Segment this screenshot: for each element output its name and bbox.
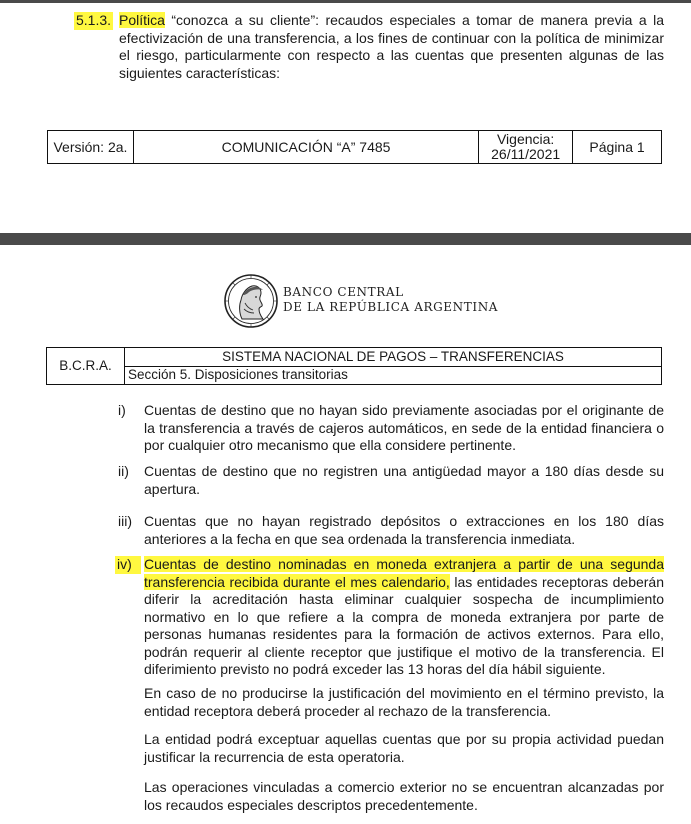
list-marker: ii) — [118, 463, 129, 479]
footer-communication: COMUNICACIÓN “A” 7485 — [133, 131, 478, 164]
header-org: B.C.R.A. — [47, 348, 125, 385]
header-section: Sección 5. Disposiciones transitorias — [125, 366, 662, 385]
bank-name-line2: DE LA REPÚBLICA ARGENTINA — [283, 300, 499, 314]
page-top-edge — [0, 0, 691, 3]
bcra-logo-icon — [223, 273, 279, 329]
footer-vigencia — [479, 131, 573, 164]
item-text: las entidades receptoras deberán diferir la acreditación hasta eliminar cualquier sospecha de incumplimiento normativo en lo que refiere a la compra de moneda extranjera por parte de personas humanas residentes para la formación de activos externos. Para ello, podrán requerir al cliente receptor que justifique el motivo de la transferencia. El diferimiento previsto no podrá exceder las 13 horas del día hábil siguiente. — [144, 573, 664, 677]
footer-page: Página 1 — [573, 131, 662, 164]
list-item-ii — [118, 463, 664, 498]
list-marker: i) — [118, 402, 126, 418]
paragraph: Las operaciones vinculadas a comercio exterior no se encuentran alcanzadas por los recaudos especiales descriptos precedentemente. — [144, 779, 664, 813]
list-marker: iv) — [115, 556, 141, 574]
highlighted-text: Cuentas de destino nominadas en moneda extranjera a partir de una segunda transferencia recibida durante el mes calendario, — [144, 556, 664, 590]
section-5-1-3 — [76, 12, 664, 82]
bank-name-line1: BANCO CENTRAL — [283, 285, 404, 299]
list-item-text: Cuentas de destino que no registren una antigüedad mayor a 180 días desde su apertura. — [144, 463, 664, 497]
vigencia-label: Vigencia: — [496, 131, 555, 147]
list-item-text: Cuentas que no hayan registrado depósitos o extracciones en los 180 días anteriores a la fecha en que sea ordenada la transferencia inmediata. — [144, 513, 664, 547]
page-footer-table — [47, 130, 662, 164]
list-item-iv — [118, 556, 664, 679]
list-item-text — [118, 556, 664, 679]
list-item-i — [118, 402, 664, 455]
footer-version: Versión: 2a. — [48, 131, 134, 164]
paragraph: La entidad podrá exceptuar aquellas cuentas que por su propia actividad puedan justificar la recurrencia de esta operatoria. — [144, 731, 664, 765]
highlighted-lead: Política — [119, 12, 165, 28]
list-item-iii — [118, 513, 664, 548]
list-marker: iii) — [118, 513, 132, 529]
page-separator — [0, 233, 691, 245]
section-body — [76, 12, 664, 82]
vigencia-date: 26/11/2021 — [491, 146, 561, 162]
paragraph: En caso de no producirse la justificación del movimiento en el término previsto, la entidad receptora deberá proceder al rechazo de la transferencia. — [144, 685, 664, 719]
section-text: “conozca a su cliente”: recaudos especiales a tomar de manera previa a la efectivización de una transferencia, a los fines de continuar con la política de minimizar el riesgo, particularmente con respecto a las cuentas que presenten algunas de las siguientes características: — [119, 12, 664, 81]
bank-name — [283, 285, 498, 315]
document-header-table — [46, 347, 662, 385]
header-title: SISTEMA NACIONAL DE PAGOS – TRANSFERENCIAS — [125, 348, 662, 367]
section-number: 5.1.3. — [76, 12, 112, 28]
list-item-text: Cuentas de destino que no hayan sido previamente asociadas por el originante de la transferencia a través de cajeros automáticos, en sede de la entidad financiera o por cualquier otro mecanismo que ella considere pertinente. — [144, 402, 664, 453]
